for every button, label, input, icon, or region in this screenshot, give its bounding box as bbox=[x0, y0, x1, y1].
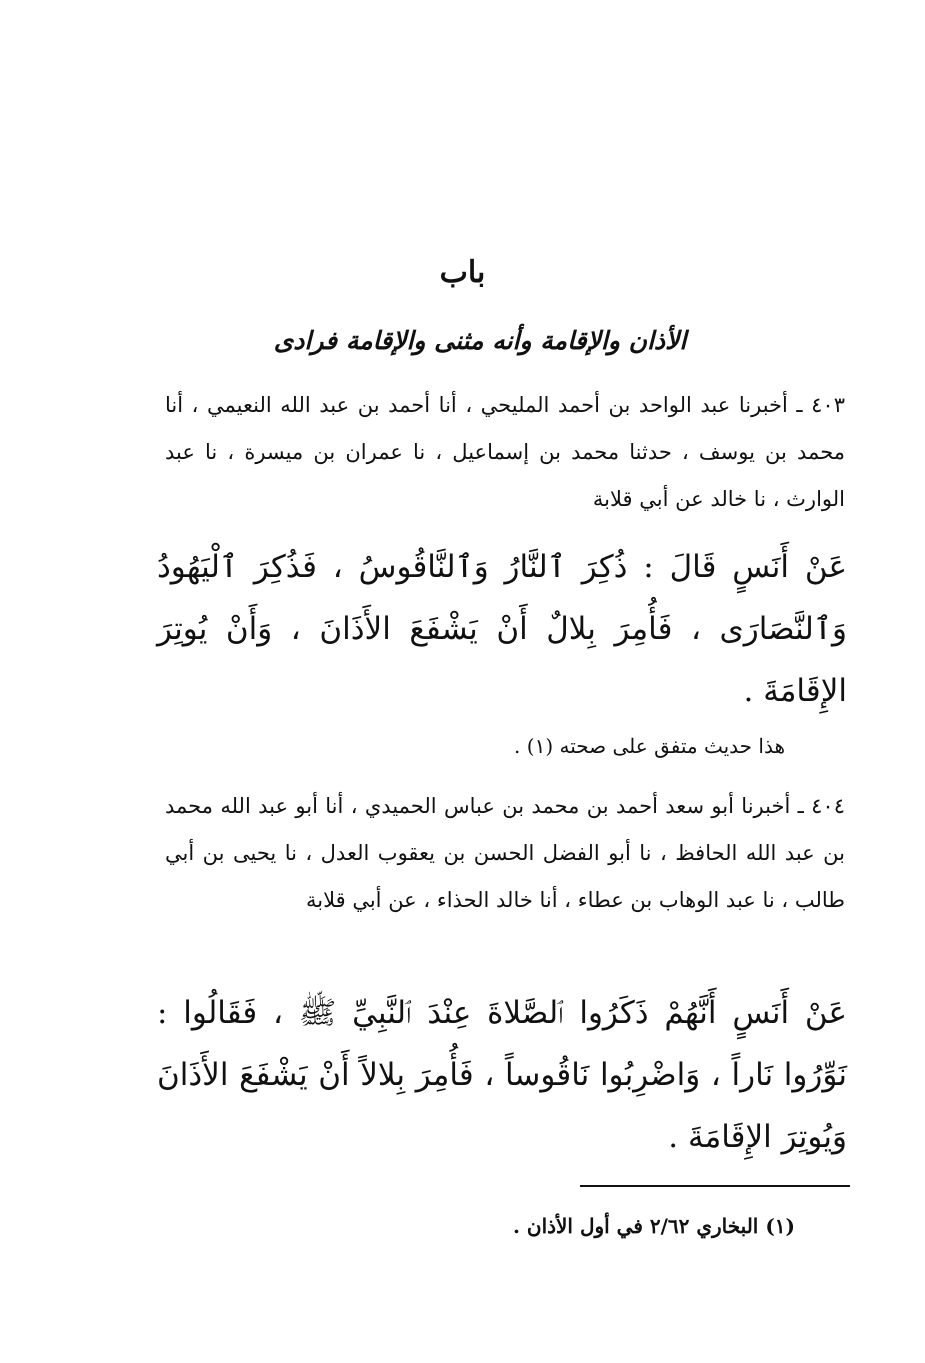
hadith-404-isnad: ٤٠٤ ـ أخبرنا أبو سعد أحمد بن محمد بن عباس الحميدي ، أنا أبو عبد الله محمد بن عبد الله الحافظ ، نا أبو الفضل الحسن بن يعقوب العدل ، نا يحيى بن أبي طالب ، نا عبد الوهاب بن عطاء ، أنا خالد الحذاء ، عن أبي قلابة bbox=[165, 794, 845, 912]
section-heading: الأذان والإقامة وأنه مثنى والإقامة فرادى bbox=[273, 326, 687, 355]
hadith-403-isnad: ٤٠٣ ـ أخبرنا عبد الواحد بن أحمد المليحي ، أنا أحمد بن عبد الله النعيمي ، أنا محمد بن يوسف ، حدثنا محمد بن إسماعيل ، نا عمران بن ميسرة ، نا عبد الوارث ، نا خالد عن أبي قلابة bbox=[165, 393, 845, 511]
hadith-403-matn: عَنْ أَنَسٍ قَالَ : ذُكِرَ ٱلنَّارُ وَٱلنَّاقُوسُ ، فَذُكِرَ ٱلْيَهُودُ وَٱلنَّصَارَى ، فَأُمِرَ بِلالٌ أَنْ يَشْفَعَ الأَذَانَ ، وَأَنْ يُوتِرَ الإِقَامَةَ . bbox=[157, 549, 847, 709]
hadith-404-matn: عَنْ أَنَسٍ أَنَّهُمْ ذَكَرُوا ٱلصَّلاةَ عِنْدَ ٱلنَّبِيِّ ﷺ ، فَقَالُوا : نَوِّرُوا نَاراً ، وَاضْرِبُوا نَاقُوساً ، فَأُمِرَ بِلالاً أَنْ يَشْفَعَ الأَذَانَ وَيُوتِرَ الإِقَامَةَ . bbox=[157, 995, 847, 1155]
chapter-title: باب bbox=[439, 255, 486, 290]
footnote-1: (١) البخاري ٢/٦٢ في أول الأذان . bbox=[512, 1214, 795, 1238]
footnote-divider bbox=[580, 1185, 850, 1187]
hadith-403-grading-note: هذا حديث متفق على صحته (١) . bbox=[514, 734, 785, 758]
